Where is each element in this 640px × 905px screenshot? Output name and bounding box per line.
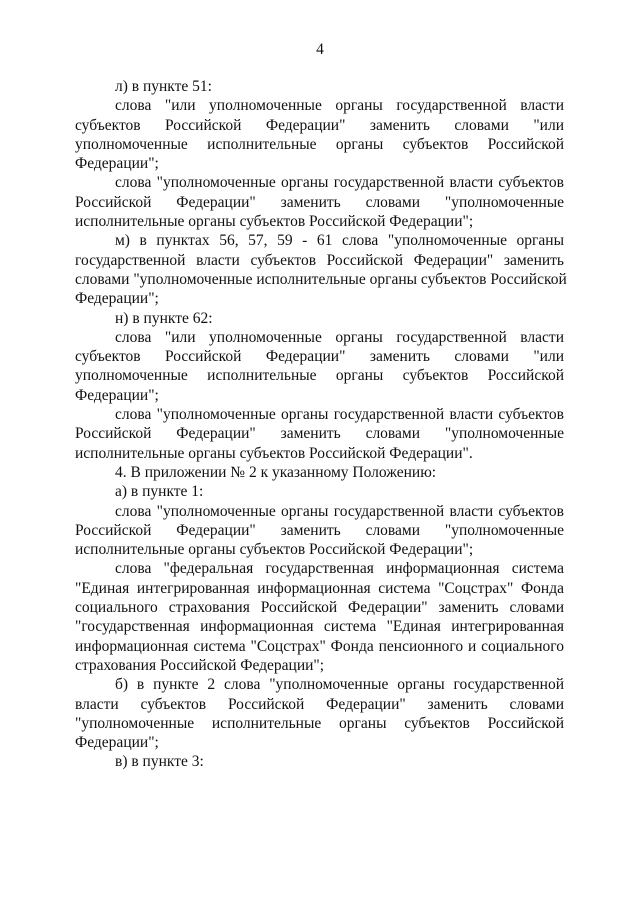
paragraph bbox=[75, 675, 564, 752]
paragraph bbox=[75, 77, 564, 96]
paragraph-line: Федерации"; bbox=[75, 290, 159, 308]
page-number: 4 bbox=[316, 41, 324, 58]
paragraph-line: Российской Федерации" заменить словами "уполномоченные bbox=[75, 425, 564, 443]
paragraph-line: слова "или уполномоченные органы государственной власти bbox=[115, 97, 564, 115]
paragraph-line: Федерации"; bbox=[75, 386, 159, 404]
paragraph-line: Российской Федерации" заменить словами "уполномоченные bbox=[75, 521, 564, 539]
paragraph bbox=[75, 559, 564, 675]
paragraph bbox=[75, 173, 564, 231]
paragraph-line: н) в пункте 62: bbox=[115, 309, 213, 327]
paragraph bbox=[75, 502, 564, 560]
paragraph-line: л) в пункте 51: bbox=[115, 78, 212, 95]
paragraph-line: слова "федеральная государственная информационная система bbox=[115, 560, 564, 578]
paragraph-line: Российской Федерации" заменить словами "уполномоченные bbox=[75, 193, 564, 211]
paragraph-line: социального страхования Российской Федерации" заменить словами bbox=[75, 599, 564, 617]
paragraph-line: власти субъектов Российской Федерации" заменить словами bbox=[75, 695, 564, 713]
paragraph-line: страхования Российской Федерации"; bbox=[75, 656, 325, 674]
paragraph-line: "государственная информационная система "Единая интегрированная bbox=[75, 618, 564, 636]
paragraph-line: в) в пункте 3: bbox=[115, 753, 204, 771]
paragraph bbox=[75, 482, 564, 501]
paragraph-line: 4. В приложении № 2 к указанному Положению: bbox=[115, 463, 437, 481]
paragraph bbox=[75, 309, 564, 328]
paragraph-line: "уполномоченные исполнительные органы субъектов Российской bbox=[75, 714, 564, 732]
paragraph-line: субъектов Российской Федерации" заменить словами "или bbox=[75, 348, 564, 366]
paragraph bbox=[75, 405, 564, 463]
paragraph-line: Федерации"; bbox=[75, 734, 159, 752]
paragraph-line: уполномоченные исполнительные органы субъектов Российской bbox=[75, 367, 564, 385]
paragraph-line: исполнительные органы субъектов Российской Федерации"; bbox=[75, 213, 474, 231]
document-body bbox=[75, 77, 567, 772]
paragraph-line: слова "или уполномоченные органы государственной власти bbox=[115, 328, 564, 346]
paragraph-line: государственной власти субъектов Российской Федерации" заменить bbox=[75, 251, 564, 269]
paragraph-line: б) в пункте 2 слова "уполномоченные органы государственной bbox=[115, 676, 564, 694]
paragraph-line: "Единая интегрированная информационная система "Соцстрах" Фонда bbox=[75, 579, 564, 597]
paragraph bbox=[75, 463, 564, 482]
paragraph-line: исполнительные органы субъектов Российской Федерации". bbox=[75, 444, 473, 462]
paragraph-line: а) в пункте 1: bbox=[115, 483, 204, 501]
paragraph-line: слова "уполномоченные органы государственной власти субъектов bbox=[115, 502, 564, 520]
paragraph-line: м) в пунктах 56, 57, 59 - 61 слова "уполномоченные органы bbox=[115, 232, 564, 250]
paragraph bbox=[75, 231, 567, 308]
paragraph-line: Федерации"; bbox=[75, 155, 159, 173]
paragraph bbox=[75, 96, 564, 173]
paragraph-line: субъектов Российской Федерации" заменить словами "или bbox=[75, 116, 564, 134]
paragraph-line: слова "уполномоченные органы государственной власти субъектов bbox=[115, 406, 564, 424]
paragraph bbox=[75, 328, 564, 405]
paragraph-line: словами "уполномоченные исполнительные органы субъектов Российской bbox=[75, 270, 567, 288]
paragraph-line: слова "уполномоченные органы государственной власти субъектов bbox=[115, 174, 564, 192]
paragraph bbox=[75, 752, 564, 771]
paragraph-line: уполномоченные исполнительные органы субъектов Российской bbox=[75, 135, 564, 153]
paragraph-line: информационная система "Соцстрах" Фонда пенсионного и социального bbox=[75, 637, 564, 655]
paragraph-line: исполнительные органы субъектов Российской Федерации"; bbox=[75, 541, 474, 559]
